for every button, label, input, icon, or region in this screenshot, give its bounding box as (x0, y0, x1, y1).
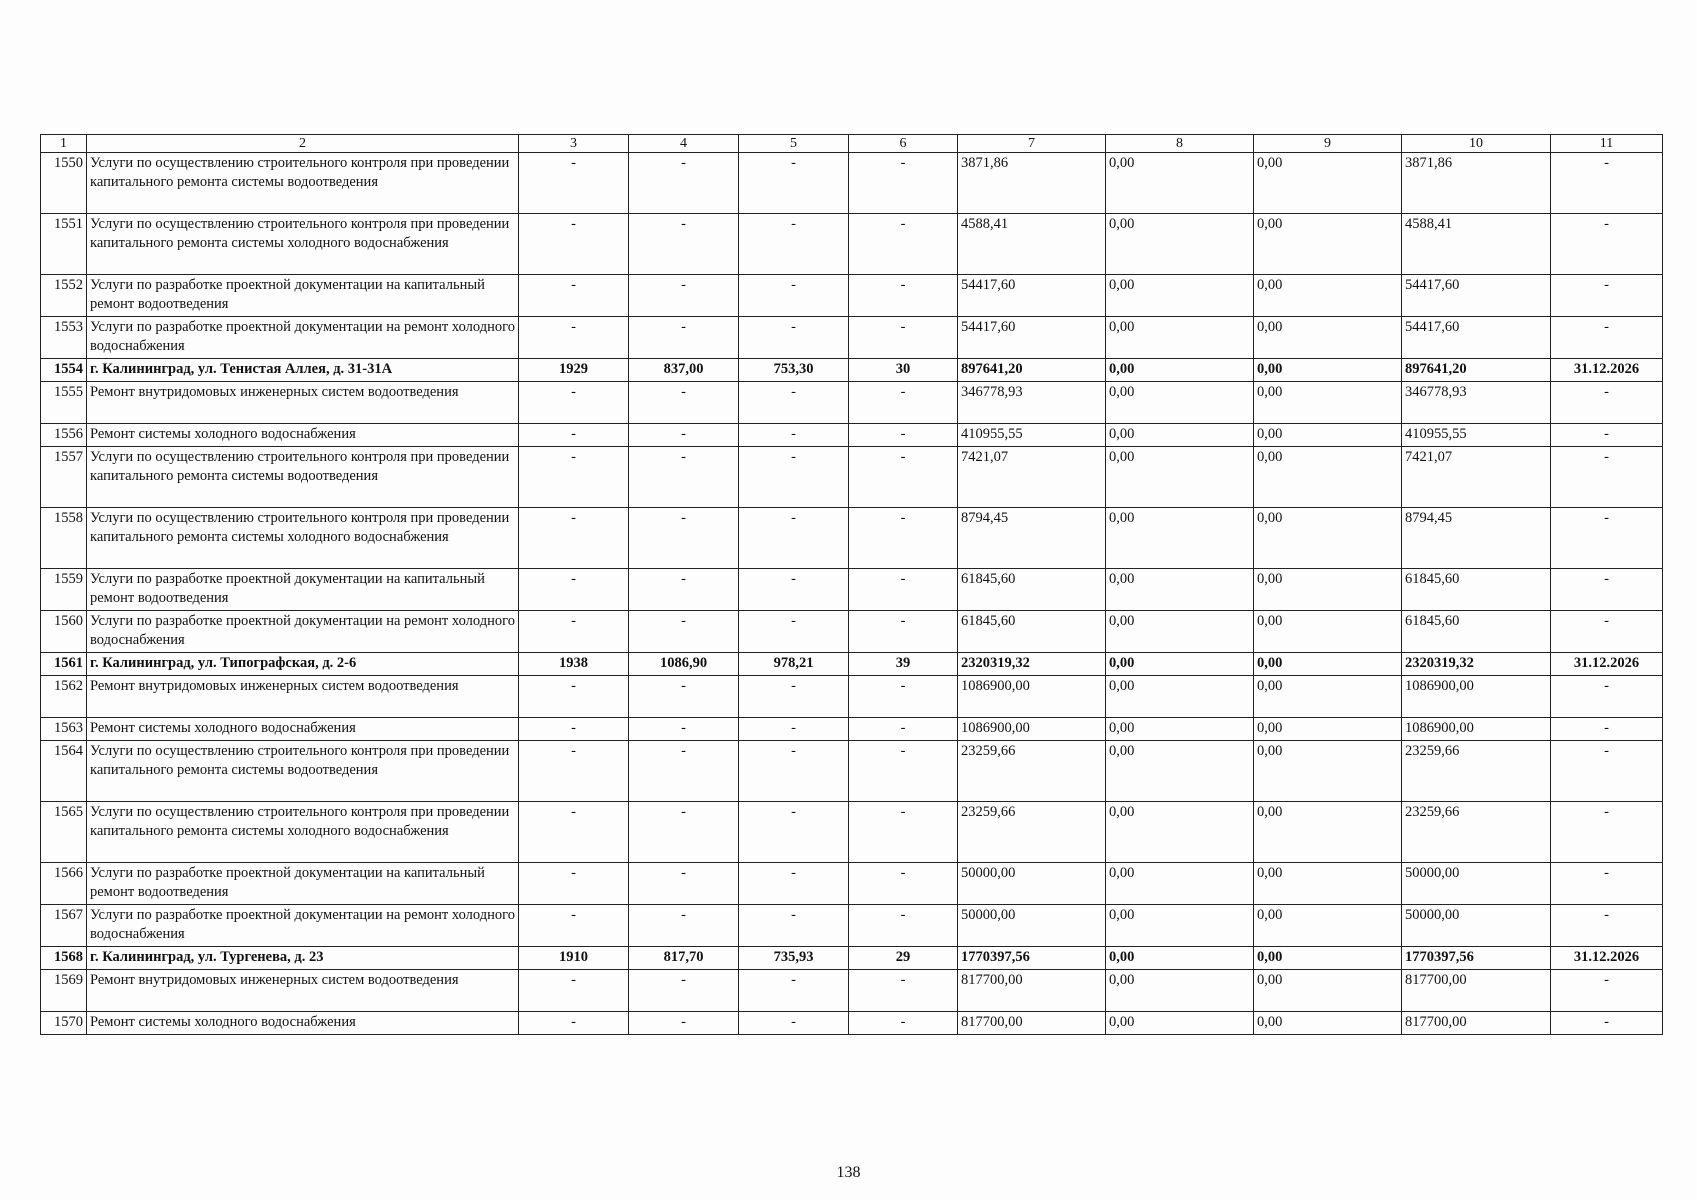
total-cost-cell: 1086900,00 (958, 718, 1106, 741)
work-description-cell: Ремонт системы холодного водоснабжения (87, 718, 519, 741)
fund-cost-cell: 0,00 (1106, 653, 1254, 676)
regional-fund-cost-cell: 1086900,00 (1402, 718, 1551, 741)
living-area-cell: - (739, 153, 849, 214)
living-area-cell: - (739, 718, 849, 741)
completion-date-cell: - (1551, 741, 1663, 802)
total-area-cell: - (629, 863, 739, 905)
work-item-row (41, 508, 1663, 569)
completion-date-cell: - (1551, 676, 1663, 718)
total-cost-cell: 410955,55 (958, 424, 1106, 447)
residents-count-cell: - (849, 741, 958, 802)
living-area-cell: - (739, 970, 849, 1012)
other-cost-cell: 0,00 (1254, 275, 1402, 317)
work-item-row (41, 741, 1663, 802)
residents-count-cell: - (849, 802, 958, 863)
year-built-cell: - (519, 718, 629, 741)
total-cost-cell: 61845,60 (958, 569, 1106, 611)
completion-date-cell: - (1551, 863, 1663, 905)
work-item-row (41, 569, 1663, 611)
fund-cost-cell: 0,00 (1106, 947, 1254, 970)
row-number-cell: 1551 (41, 214, 87, 275)
work-item-row (41, 382, 1663, 424)
fund-cost-cell: 0,00 (1106, 569, 1254, 611)
regional-fund-cost-cell: 7421,07 (1402, 447, 1551, 508)
column-number: 10 (1402, 135, 1551, 153)
row-number-cell: 1564 (41, 741, 87, 802)
completion-date-cell: 31.12.2026 (1551, 653, 1663, 676)
work-description-cell: Услуги по разработке проектной документации на капитальный ремонт водоотведения (87, 863, 519, 905)
total-area-cell: - (629, 718, 739, 741)
residents-count-cell: - (849, 317, 958, 359)
total-area-cell: - (629, 611, 739, 653)
work-description-cell: Услуги по разработке проектной документации на ремонт холодного водоснабжения (87, 611, 519, 653)
living-area-cell: - (739, 676, 849, 718)
residents-count-cell: - (849, 214, 958, 275)
year-built-cell: - (519, 802, 629, 863)
living-area-cell: - (739, 382, 849, 424)
residents-count-cell: - (849, 611, 958, 653)
total-cost-cell: 1086900,00 (958, 676, 1106, 718)
year-built-cell: - (519, 741, 629, 802)
year-built-cell: - (519, 611, 629, 653)
column-number: 9 (1254, 135, 1402, 153)
other-cost-cell: 0,00 (1254, 905, 1402, 947)
total-cost-cell: 1770397,56 (958, 947, 1106, 970)
year-built-cell: - (519, 382, 629, 424)
work-description-cell: Услуги по разработке проектной документации на ремонт холодного водоснабжения (87, 317, 519, 359)
row-number-cell: 1562 (41, 676, 87, 718)
work-item-row (41, 863, 1663, 905)
year-built-cell: - (519, 676, 629, 718)
total-cost-cell: 7421,07 (958, 447, 1106, 508)
year-built-cell: - (519, 447, 629, 508)
residents-count-cell: - (849, 718, 958, 741)
completion-date-cell: - (1551, 802, 1663, 863)
living-area-cell: 978,21 (739, 653, 849, 676)
completion-date-cell: - (1551, 214, 1663, 275)
completion-date-cell: - (1551, 424, 1663, 447)
residents-count-cell: - (849, 569, 958, 611)
total-area-cell: - (629, 970, 739, 1012)
regional-fund-cost-cell: 61845,60 (1402, 611, 1551, 653)
total-cost-cell: 23259,66 (958, 802, 1106, 863)
other-cost-cell: 0,00 (1254, 317, 1402, 359)
year-built-cell: - (519, 508, 629, 569)
living-area-cell: - (739, 611, 849, 653)
residents-count-cell: - (849, 1012, 958, 1035)
row-number-cell: 1563 (41, 718, 87, 741)
other-cost-cell: 0,00 (1254, 569, 1402, 611)
work-item-row (41, 447, 1663, 508)
total-cost-cell: 50000,00 (958, 905, 1106, 947)
residents-count-cell: - (849, 424, 958, 447)
page-number: 138 (836, 1164, 861, 1181)
year-built-cell: - (519, 863, 629, 905)
other-cost-cell: 0,00 (1254, 611, 1402, 653)
other-cost-cell: 0,00 (1254, 359, 1402, 382)
living-area-cell: - (739, 741, 849, 802)
total-area-cell: - (629, 275, 739, 317)
row-number-cell: 1555 (41, 382, 87, 424)
other-cost-cell: 0,00 (1254, 424, 1402, 447)
fund-cost-cell: 0,00 (1106, 1012, 1254, 1035)
work-item-row (41, 317, 1663, 359)
regional-fund-cost-cell: 23259,66 (1402, 741, 1551, 802)
living-area-cell: - (739, 317, 849, 359)
completion-date-cell: 31.12.2026 (1551, 947, 1663, 970)
completion-date-cell: - (1551, 153, 1663, 214)
total-area-cell: - (629, 447, 739, 508)
address-row (41, 653, 1663, 676)
total-area-cell: - (629, 214, 739, 275)
fund-cost-cell: 0,00 (1106, 741, 1254, 802)
fund-cost-cell: 0,00 (1106, 382, 1254, 424)
row-number-cell: 1559 (41, 569, 87, 611)
row-number-cell: 1552 (41, 275, 87, 317)
year-built-cell: - (519, 905, 629, 947)
completion-date-cell: - (1551, 569, 1663, 611)
completion-date-cell: - (1551, 275, 1663, 317)
living-area-cell: - (739, 569, 849, 611)
total-cost-cell: 2320319,32 (958, 653, 1106, 676)
fund-cost-cell: 0,00 (1106, 905, 1254, 947)
column-number: 7 (958, 135, 1106, 153)
living-area-cell: - (739, 424, 849, 447)
year-built-cell: - (519, 153, 629, 214)
regional-fund-cost-cell: 897641,20 (1402, 359, 1551, 382)
work-item-row (41, 275, 1663, 317)
fund-cost-cell: 0,00 (1106, 317, 1254, 359)
year-built-cell: - (519, 1012, 629, 1035)
work-description-cell: Услуги по осуществлению строительного контроля при проведении капитального ремонта системы водоотведения (87, 153, 519, 214)
year-built-cell: 1910 (519, 947, 629, 970)
year-built-cell: - (519, 317, 629, 359)
total-cost-cell: 54417,60 (958, 317, 1106, 359)
other-cost-cell: 0,00 (1254, 447, 1402, 508)
work-description-cell: г. Калининград, ул. Тургенева, д. 23 (87, 947, 519, 970)
residents-count-cell: - (849, 905, 958, 947)
total-area-cell: - (629, 676, 739, 718)
other-cost-cell: 0,00 (1254, 863, 1402, 905)
other-cost-cell: 0,00 (1254, 741, 1402, 802)
completion-date-cell: - (1551, 611, 1663, 653)
other-cost-cell: 0,00 (1254, 153, 1402, 214)
regional-fund-cost-cell: 1086900,00 (1402, 676, 1551, 718)
work-description-cell: г. Калининград, ул. Тенистая Аллея, д. 31-31А (87, 359, 519, 382)
fund-cost-cell: 0,00 (1106, 676, 1254, 718)
completion-date-cell: 31.12.2026 (1551, 359, 1663, 382)
work-item-row (41, 424, 1663, 447)
completion-date-cell: - (1551, 1012, 1663, 1035)
column-number: 4 (629, 135, 739, 153)
work-item-row (41, 1012, 1663, 1035)
work-item-row (41, 802, 1663, 863)
residents-count-cell: - (849, 382, 958, 424)
residents-count-cell: 29 (849, 947, 958, 970)
residents-count-cell: - (849, 447, 958, 508)
work-description-cell: Услуги по осуществлению строительного контроля при проведении капитального ремонта системы водоотведения (87, 447, 519, 508)
regional-fund-cost-cell: 23259,66 (1402, 802, 1551, 863)
total-area-cell: - (629, 153, 739, 214)
total-area-cell: 1086,90 (629, 653, 739, 676)
regional-fund-cost-cell: 50000,00 (1402, 863, 1551, 905)
living-area-cell: - (739, 508, 849, 569)
column-number-row (41, 135, 1663, 153)
total-area-cell: - (629, 424, 739, 447)
total-cost-cell: 54417,60 (958, 275, 1106, 317)
residents-count-cell: - (849, 275, 958, 317)
address-row (41, 947, 1663, 970)
total-area-cell: - (629, 317, 739, 359)
total-cost-cell: 817700,00 (958, 1012, 1106, 1035)
regional-fund-cost-cell: 3871,86 (1402, 153, 1551, 214)
work-description-cell: Услуги по осуществлению строительного контроля при проведении капитального ремонта системы холодного водоснабжения (87, 214, 519, 275)
work-description-cell: Ремонт внутридомовых инженерных систем водоотведения (87, 382, 519, 424)
fund-cost-cell: 0,00 (1106, 275, 1254, 317)
year-built-cell: - (519, 275, 629, 317)
fund-cost-cell: 0,00 (1106, 802, 1254, 863)
column-number: 1 (41, 135, 87, 153)
row-number-cell: 1567 (41, 905, 87, 947)
work-item-row (41, 676, 1663, 718)
completion-date-cell: - (1551, 317, 1663, 359)
regional-fund-cost-cell: 2320319,32 (1402, 653, 1551, 676)
completion-date-cell: - (1551, 970, 1663, 1012)
other-cost-cell: 0,00 (1254, 214, 1402, 275)
regional-fund-cost-cell: 50000,00 (1402, 905, 1551, 947)
regional-fund-cost-cell: 54417,60 (1402, 275, 1551, 317)
other-cost-cell: 0,00 (1254, 802, 1402, 863)
row-number-cell: 1558 (41, 508, 87, 569)
year-built-cell: - (519, 569, 629, 611)
other-cost-cell: 0,00 (1254, 1012, 1402, 1035)
fund-cost-cell: 0,00 (1106, 153, 1254, 214)
total-area-cell: - (629, 905, 739, 947)
living-area-cell: - (739, 905, 849, 947)
total-cost-cell: 817700,00 (958, 970, 1106, 1012)
year-built-cell: 1938 (519, 653, 629, 676)
row-number-cell: 1560 (41, 611, 87, 653)
column-number: 11 (1551, 135, 1663, 153)
regional-fund-cost-cell: 1770397,56 (1402, 947, 1551, 970)
regional-fund-cost-cell: 817700,00 (1402, 1012, 1551, 1035)
fund-cost-cell: 0,00 (1106, 611, 1254, 653)
row-number-cell: 1561 (41, 653, 87, 676)
row-number-cell: 1570 (41, 1012, 87, 1035)
total-area-cell: - (629, 569, 739, 611)
living-area-cell: - (739, 214, 849, 275)
total-area-cell: - (629, 1012, 739, 1035)
row-number-cell: 1554 (41, 359, 87, 382)
work-description-cell: Услуги по осуществлению строительного контроля при проведении капитального ремонта системы холодного водоснабжения (87, 802, 519, 863)
total-area-cell: - (629, 802, 739, 863)
residents-count-cell: - (849, 508, 958, 569)
regional-fund-cost-cell: 817700,00 (1402, 970, 1551, 1012)
living-area-cell: - (739, 447, 849, 508)
other-cost-cell: 0,00 (1254, 718, 1402, 741)
residents-count-cell: - (849, 676, 958, 718)
row-number-cell: 1568 (41, 947, 87, 970)
fund-cost-cell: 0,00 (1106, 359, 1254, 382)
total-cost-cell: 8794,45 (958, 508, 1106, 569)
work-description-cell: Услуги по разработке проектной документации на ремонт холодного водоснабжения (87, 905, 519, 947)
fund-cost-cell: 0,00 (1106, 424, 1254, 447)
other-cost-cell: 0,00 (1254, 947, 1402, 970)
year-built-cell: - (519, 214, 629, 275)
total-cost-cell: 4588,41 (958, 214, 1106, 275)
fund-cost-cell: 0,00 (1106, 863, 1254, 905)
row-number-cell: 1557 (41, 447, 87, 508)
total-cost-cell: 23259,66 (958, 741, 1106, 802)
completion-date-cell: - (1551, 382, 1663, 424)
residents-count-cell: - (849, 153, 958, 214)
row-number-cell: 1565 (41, 802, 87, 863)
work-description-cell: Ремонт внутридомовых инженерных систем водоотведения (87, 676, 519, 718)
total-area-cell: 837,00 (629, 359, 739, 382)
other-cost-cell: 0,00 (1254, 676, 1402, 718)
row-number-cell: 1556 (41, 424, 87, 447)
other-cost-cell: 0,00 (1254, 508, 1402, 569)
column-number: 2 (87, 135, 519, 153)
residents-count-cell: - (849, 863, 958, 905)
total-cost-cell: 3871,86 (958, 153, 1106, 214)
work-description-cell: Услуги по осуществлению строительного контроля при проведении капитального ремонта системы холодного водоснабжения (87, 508, 519, 569)
completion-date-cell: - (1551, 508, 1663, 569)
living-area-cell: - (739, 275, 849, 317)
living-area-cell: - (739, 1012, 849, 1035)
total-cost-cell: 50000,00 (958, 863, 1106, 905)
work-item-row (41, 214, 1663, 275)
register-table (40, 134, 1663, 1035)
fund-cost-cell: 0,00 (1106, 508, 1254, 569)
work-description-cell: Ремонт системы холодного водоснабжения (87, 1012, 519, 1035)
completion-date-cell: - (1551, 718, 1663, 741)
column-number: 6 (849, 135, 958, 153)
column-number: 3 (519, 135, 629, 153)
fund-cost-cell: 0,00 (1106, 447, 1254, 508)
work-description-cell: Ремонт системы холодного водоснабжения (87, 424, 519, 447)
total-area-cell: - (629, 382, 739, 424)
fund-cost-cell: 0,00 (1106, 214, 1254, 275)
residents-count-cell: 30 (849, 359, 958, 382)
work-item-row (41, 153, 1663, 214)
work-description-cell: Услуги по разработке проектной документации на капитальный ремонт водоотведения (87, 569, 519, 611)
total-cost-cell: 346778,93 (958, 382, 1106, 424)
work-item-row (41, 611, 1663, 653)
year-built-cell: 1929 (519, 359, 629, 382)
other-cost-cell: 0,00 (1254, 970, 1402, 1012)
living-area-cell: - (739, 802, 849, 863)
regional-fund-cost-cell: 410955,55 (1402, 424, 1551, 447)
work-description-cell: г. Калининград, ул. Типографская, д. 2-6 (87, 653, 519, 676)
completion-date-cell: - (1551, 905, 1663, 947)
address-row (41, 359, 1663, 382)
table-body (41, 135, 1663, 1035)
regional-fund-cost-cell: 8794,45 (1402, 508, 1551, 569)
fund-cost-cell: 0,00 (1106, 718, 1254, 741)
living-area-cell: 753,30 (739, 359, 849, 382)
row-number-cell: 1553 (41, 317, 87, 359)
total-area-cell: 817,70 (629, 947, 739, 970)
column-number: 5 (739, 135, 849, 153)
regional-fund-cost-cell: 4588,41 (1402, 214, 1551, 275)
regional-fund-cost-cell: 61845,60 (1402, 569, 1551, 611)
total-cost-cell: 61845,60 (958, 611, 1106, 653)
work-description-cell: Услуги по осуществлению строительного контроля при проведении капитального ремонта системы водоотведения (87, 741, 519, 802)
work-item-row (41, 905, 1663, 947)
regional-fund-cost-cell: 346778,93 (1402, 382, 1551, 424)
row-number-cell: 1566 (41, 863, 87, 905)
total-area-cell: - (629, 508, 739, 569)
residents-count-cell: 39 (849, 653, 958, 676)
work-item-row (41, 970, 1663, 1012)
living-area-cell: - (739, 863, 849, 905)
work-item-row (41, 718, 1663, 741)
year-built-cell: - (519, 970, 629, 1012)
other-cost-cell: 0,00 (1254, 653, 1402, 676)
completion-date-cell: - (1551, 447, 1663, 508)
row-number-cell: 1569 (41, 970, 87, 1012)
fund-cost-cell: 0,00 (1106, 970, 1254, 1012)
regional-fund-cost-cell: 54417,60 (1402, 317, 1551, 359)
other-cost-cell: 0,00 (1254, 382, 1402, 424)
year-built-cell: - (519, 424, 629, 447)
living-area-cell: 735,93 (739, 947, 849, 970)
column-number: 8 (1106, 135, 1254, 153)
total-cost-cell: 897641,20 (958, 359, 1106, 382)
work-description-cell: Ремонт внутридомовых инженерных систем водоотведения (87, 970, 519, 1012)
row-number-cell: 1550 (41, 153, 87, 214)
residents-count-cell: - (849, 970, 958, 1012)
total-area-cell: - (629, 741, 739, 802)
work-description-cell: Услуги по разработке проектной документации на капитальный ремонт водоотведения (87, 275, 519, 317)
